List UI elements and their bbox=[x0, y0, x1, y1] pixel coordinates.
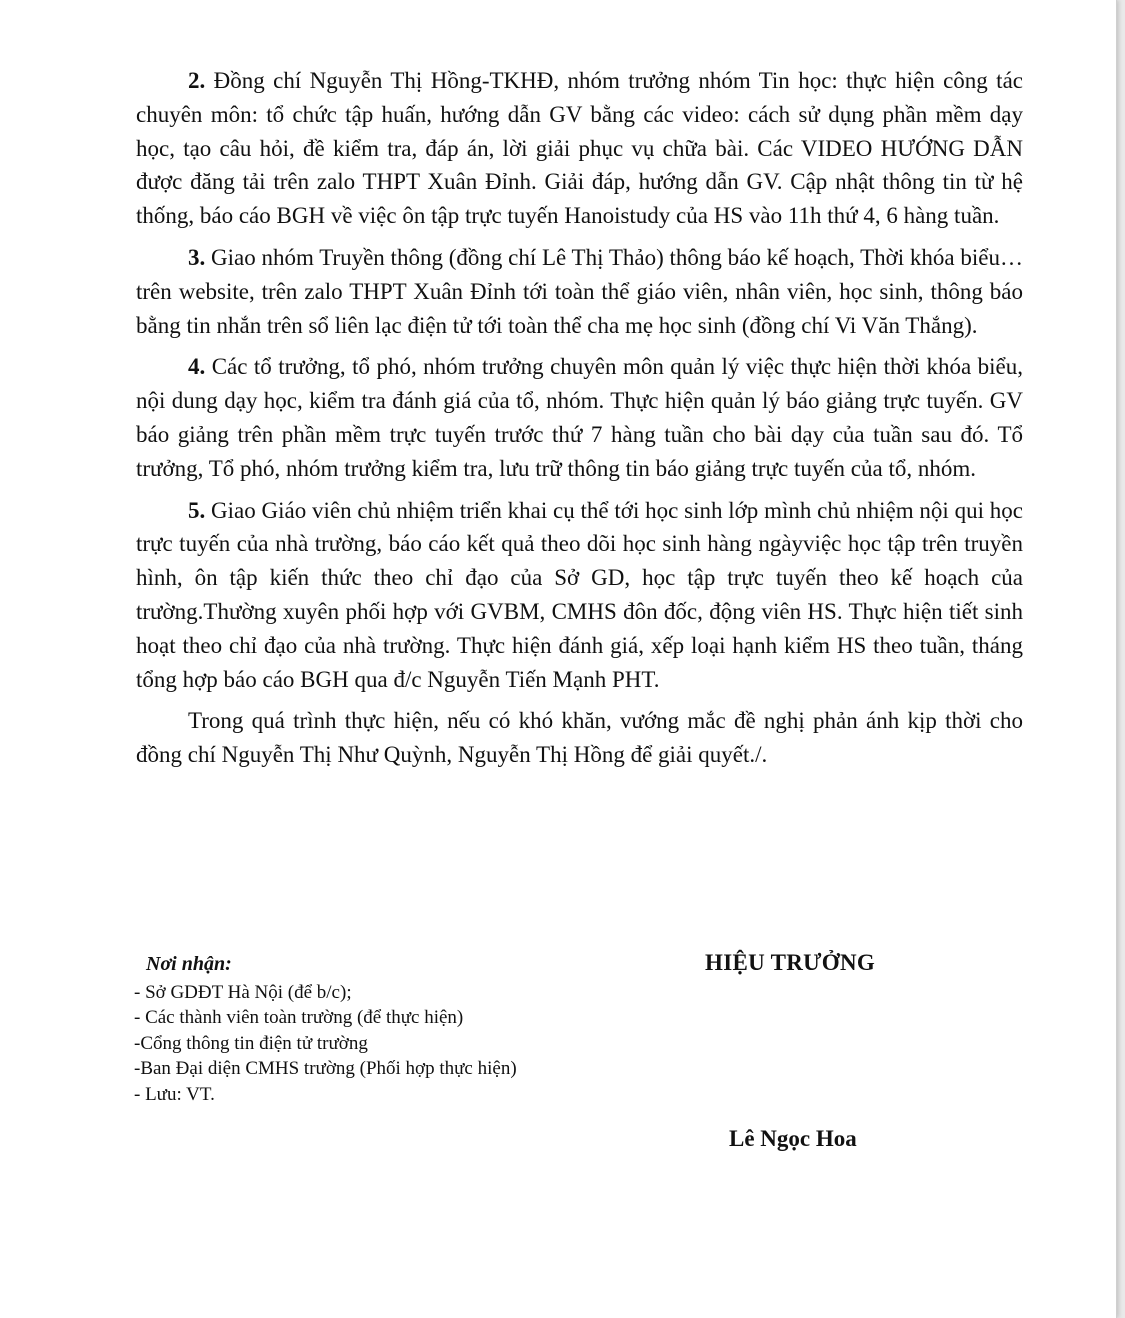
signature-title: HIỆU TRƯỞNG bbox=[705, 950, 876, 975]
recipient-item: -Cổng thông tin điện tử trường bbox=[134, 1032, 368, 1054]
recipient-item: - Lưu: VT. bbox=[134, 1083, 215, 1105]
recipient-item: - Các thành viên toàn trường (để thực hiện) bbox=[134, 1007, 464, 1028]
paragraph-text: Giao nhóm Truyền thông (đồng chí Lê Thị Thảo) thông báo kế hoạch, Thời khóa biểu… trên website, trên zalo THPT Xuân Đỉnh tới toàn thể giáo viên, nhân viên, học sinh, thông báo bằng tin nhắn trên sổ liên lạc điện tử tới toàn thể cha mẹ học sinh (đồng chí Vi Văn Thắng). bbox=[136, 244, 1023, 338]
paragraph-number: 2. bbox=[188, 68, 206, 93]
paragraph-5 bbox=[136, 494, 1023, 697]
signer-name: Lê Ngọc Hoa bbox=[729, 1126, 857, 1151]
paragraph-text: Giao Giáo viên chủ nhiệm triển khai cụ thể tới học sinh lớp mình chủ nhiệm nội qui học trực tuyến của nhà trường, báo cáo kết quả theo dõi học sinh hàng ngàyviệc học tập trên truyền hình, ôn tập kiến thức theo chỉ đạo của Sở GD, học tập trực tuyến theo kế hoạch của trường.Thường xuyên phối hợp với GVBM, CMHS đôn đốc, động viên HS. Thực hiện tiết sinh hoạt theo chỉ đạo của nhà trường. Thực hiện đánh giá, xếp loại hạnh kiểm HS theo tuần, tháng tổng hợp báo cáo BGH qua đ/c Nguyễn Tiến Mạnh PHT. bbox=[136, 497, 1023, 692]
closing-paragraph: Trong quá trình thực hiện, nếu có khó khăn, vướng mắc đề nghị phản ánh kịp thời cho đồng chí Nguyễn Thị Như Quỳnh, Nguyễn Thị Hồng để giải quyết./. bbox=[136, 708, 1023, 768]
paragraph-3 bbox=[136, 241, 1023, 342]
paragraph-text: Các tổ trưởng, tổ phó, nhóm trưởng chuyên môn quản lý việc thực hiện thời khóa biểu, nội dung dạy học, kiểm tra đánh giá của tổ, nhóm. Thực hiện quản lý báo giảng trực tuyến. GV báo giảng trên phần mềm trực tuyến trước thứ 7 hàng tuần cho bài dạy của tuần sau đó. Tổ trưởng, Tổ phó, nhóm trưởng kiểm tra, lưu trữ thông tin báo giảng trực tuyến của tổ, nhóm. bbox=[136, 354, 1023, 481]
recipients-heading: Nơi nhận: bbox=[146, 953, 232, 975]
recipient-item: -Ban Đại diện CMHS trường (Phối hợp thực hiện) bbox=[134, 1058, 517, 1079]
paragraph-text: Đồng chí Nguyễn Thị Hồng-TKHĐ, nhóm trưởng nhóm Tin học: thực hiện công tác chuyên môn: tổ chức tập huấn, hướng dẫn GV bằng các video: cách sử dụng phần mềm dạy học, tạo câu hỏi, đề kiểm tra, đáp án, lời giải phục vụ chữa bài. Các VIDEO HƯỚNG DẪN được đăng tải trên zalo THPT Xuân Đỉnh. Giải đáp, hướng dẫn GV. Cập nhật thông tin từ hệ thống, báo cáo BGH về việc ôn tập trực tuyến Hanoistudy của HS vào 11h thứ 4, 6 hàng tuần. bbox=[136, 68, 1023, 229]
paragraph-number: 3. bbox=[188, 244, 206, 270]
paragraph-number: 4. bbox=[188, 354, 206, 380]
paragraph-4 bbox=[136, 350, 1023, 485]
paragraph-number: 5. bbox=[188, 497, 206, 523]
recipients-block bbox=[134, 952, 654, 1107]
recipient-item: - Sở GDĐT Hà Nội (để b/c); bbox=[134, 981, 352, 1003]
paragraph-2 bbox=[136, 64, 1023, 233]
document-body bbox=[136, 64, 1023, 780]
